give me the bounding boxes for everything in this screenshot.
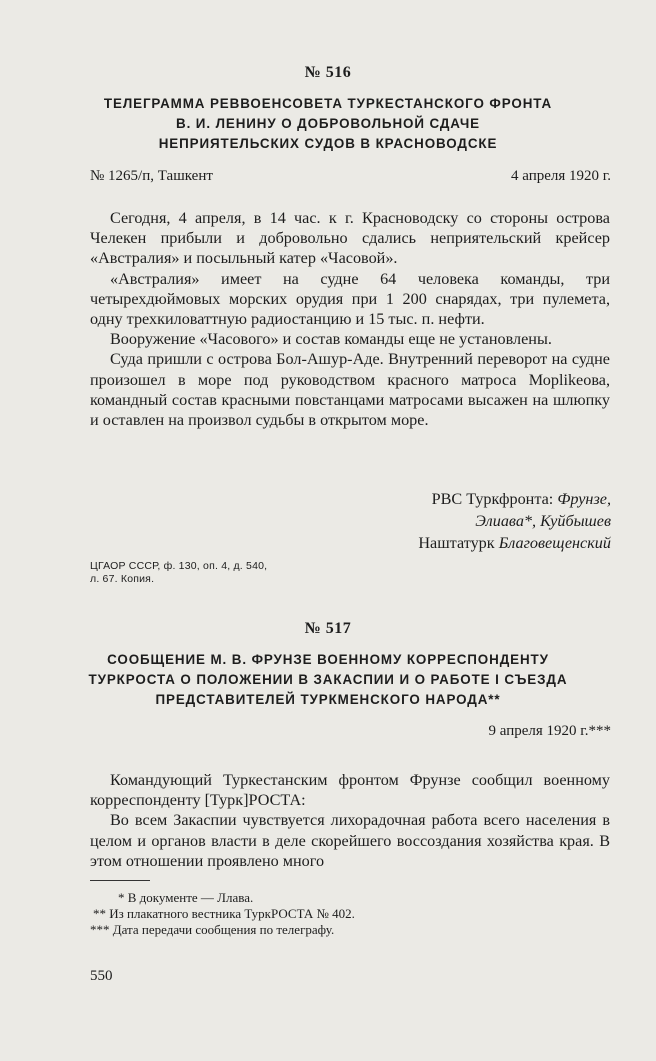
doc-516-title-line: НЕПРИЯТЕЛЬСКИХ СУДОВ В КРАСНОВОДСКЕ (158, 136, 498, 151)
paragraph: «Австралия» имеет на судне 64 человека команды, три четырехдюймовых морских орудия при 1 200 снарядах, три пулемета, одну трехкиловаттную радиостанцию и 15 тыс. п. нефти. (90, 269, 610, 329)
doc-517-title-line: ТУРКРОСТА О ПОЛОЖЕНИИ В ЗАКАСПИИ И О РАБОТЕ I СЪЕЗДА (88, 672, 568, 687)
signature-name: Элиава*, Куйбышев (475, 512, 611, 530)
doc-517-body (90, 770, 610, 871)
signature-name: Благовещенский (498, 534, 611, 552)
paragraph: Командующий Туркестанским фронтом Фрунзе сообщил военному корреспонденту [Турк]РОСТА: (90, 771, 610, 810)
doc-517-title-line: СООБЩЕНИЕ М. В. ФРУНЗЕ ВОЕННОМУ КОРРЕСПОНДЕНТУ (107, 652, 549, 667)
footnote: ** Из плакатного вестника ТуркРОСТА № 402. (93, 906, 355, 921)
footnote-divider (90, 880, 150, 881)
signature-name: Фрунзе, (557, 490, 611, 508)
doc-516-number: № 516 (304, 64, 352, 81)
doc-516-date: 4 апреля 1920 г. (511, 168, 611, 184)
doc-517-title (0, 650, 656, 710)
doc-517-title-line: ПРЕДСТАВИТЕЛЕЙ ТУРКМЕНСКОГО НАРОДА** (155, 692, 501, 707)
archive-line: л. 67. Копия. (90, 573, 155, 585)
footnote: *** Дата передачи сообщения по телеграфу. (90, 922, 335, 937)
paragraph: Сегодня, 4 апреля, в 14 час. к г. Красноводску со стороны острова Челекен прибыли и добровольно сдались неприятельский крейсер «Австралия» и посыльный катер «Часовой». (90, 209, 610, 268)
doc-517-date: 9 апреля 1920 г.*** (488, 723, 611, 739)
footnote: * В документе — Ллава. (118, 890, 254, 905)
doc-516-archive-ref (90, 560, 267, 586)
doc-516-title-line: В. И. ЛЕНИНУ О ДОБРОВОЛЬНОЙ СДАЧЕ (176, 116, 480, 131)
paragraph: Вооружение «Часового» и состав команды еще не установлены. (110, 330, 552, 349)
doc-516-signature (418, 488, 611, 554)
page-number: 550 (90, 968, 113, 984)
doc-516-reference: № 1265/п, Ташкент (90, 168, 213, 184)
archive-line: ЦГАОР СССР, ф. 130, оп. 4, д. 540, (90, 560, 268, 572)
paragraph: Суда пришли с острова Бол-Ашур-Аде. Внутренний переворот на судне произошел в море под руководством красного матроса Морlikeова, командный состав красными повстанцами матросами высажен на шлюпку и оставлен на произвол судьбы в открытом море. (90, 350, 610, 430)
doc-517-number: № 517 (304, 620, 352, 637)
signature-org: РВС Туркфронта: (431, 490, 554, 508)
doc-516-title (0, 94, 656, 154)
paragraph: Во всем Закаспии чувствуется лихорадочная работа всего населения в целом и органов власти в деле скорейшего воссоздания хозяйства края. В этом отношении проявлено много (90, 811, 610, 870)
doc-516-body (90, 208, 610, 430)
signature-org: Наштатурк (418, 534, 495, 552)
doc-516-title-line: ТЕЛЕГРАММА РЕВВОЕНСОВЕТА ТУРКЕСТАНСКОГО ФРОНТА (103, 96, 553, 111)
